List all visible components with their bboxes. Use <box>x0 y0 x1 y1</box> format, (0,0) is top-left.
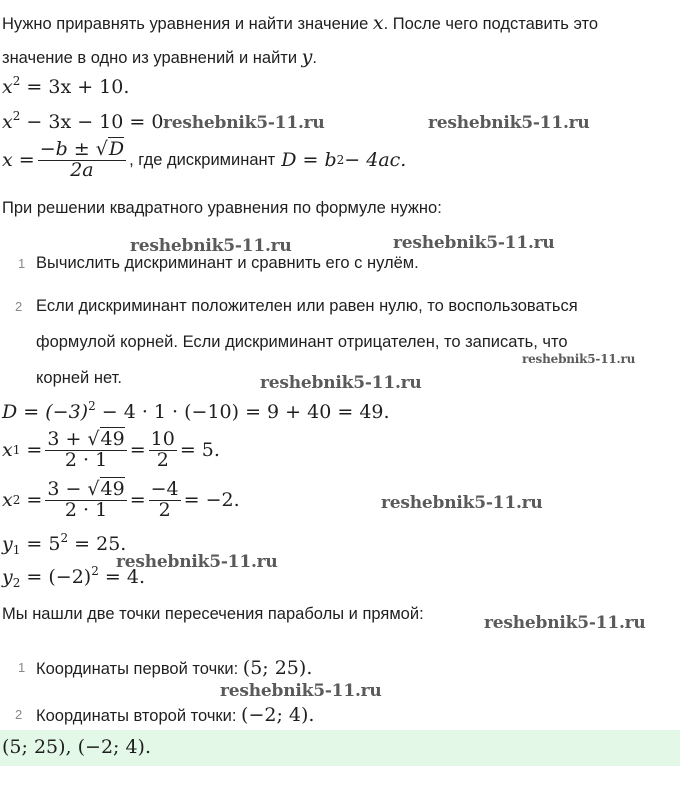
root-x1: x 1 = $\frac{3 + √49}{2 \cdot 1}$ = $\frac{10}{2}$ = 5. <box>2 428 220 471</box>
quadratic-formula: x = $\frac{-b \pm √D}{2a}$ , где дискриминант D = b 2 − 4ac. <box>2 138 407 181</box>
point-1-text: Координаты первой точки: (5; 25). <box>36 657 313 679</box>
step-1-number: 1 <box>18 256 26 271</box>
watermark: reshebnik5-11.ru <box>130 236 292 256</box>
rule-intro: При решении квадратного уравнения по формуле нужно: <box>2 199 442 217</box>
step-2-line-3: корней нет. <box>36 369 122 387</box>
formula-fraction: $\frac{-b \pm √D}{2a}$ <box>39 138 125 181</box>
watermark: reshebnik5-11.ru <box>522 352 636 366</box>
step-2-line-2: формулой корней. Если дискриминант отрицателен, то записать, что <box>36 333 568 351</box>
points-intro: Мы нашли две точки пересечения параболы и прямой: <box>2 605 424 623</box>
step-2-line-1: Если дискриминант положителен или равен нулю, то воспользоваться <box>36 297 578 315</box>
equation-1: $x^2 = 3x + 10$. <box>2 74 130 98</box>
step-1-text: Вычислить дискриминант и сравнить его с нулём. <box>36 254 419 272</box>
root-x2: x 2 = $\frac{3 - √49}{2 \cdot 1}$ = $\frac{-4}{2}$ = −2. <box>2 478 240 521</box>
watermark: reshebnik5-11.ru <box>260 373 422 393</box>
watermark: reshebnik5-11.ru <box>116 552 278 572</box>
intro-line-1: Нужно приравнять уравнения и найти значение x. После чего подставить это <box>2 12 599 34</box>
answer-text: (5; 25), (−2; 4). <box>2 736 152 758</box>
discriminant-calculation: $D = (-3)^2 - 4 \cdot 1 \cdot (-10) = 9 + 40 = 49$. <box>2 399 390 423</box>
value-y2: $y_2 = (-2)^2 = 4$. <box>2 564 145 590</box>
point-2-text: Координаты второй точки: (−2; 4). <box>36 704 315 726</box>
point-2-number: 2 <box>15 707 23 722</box>
step-2-number: 2 <box>15 299 23 314</box>
value-y1: $y_1 = 5^2 = 25$. <box>2 531 127 557</box>
watermark: reshebnik5-11.ru <box>484 613 646 633</box>
point-1-number: 1 <box>18 660 26 675</box>
watermark: reshebnik5-11.ru <box>163 113 325 133</box>
intro-line-2: значение в одно из уравнений и найти y. <box>2 46 317 68</box>
watermark: reshebnik5-11.ru <box>428 113 590 133</box>
watermark: reshebnik5-11.ru <box>220 681 382 701</box>
watermark: reshebnik5-11.ru <box>393 233 555 253</box>
watermark: reshebnik5-11.ru <box>381 493 543 513</box>
answer-box <box>0 730 680 766</box>
equation-2: $x^2 - 3x - 10 = 0$. <box>2 109 170 133</box>
